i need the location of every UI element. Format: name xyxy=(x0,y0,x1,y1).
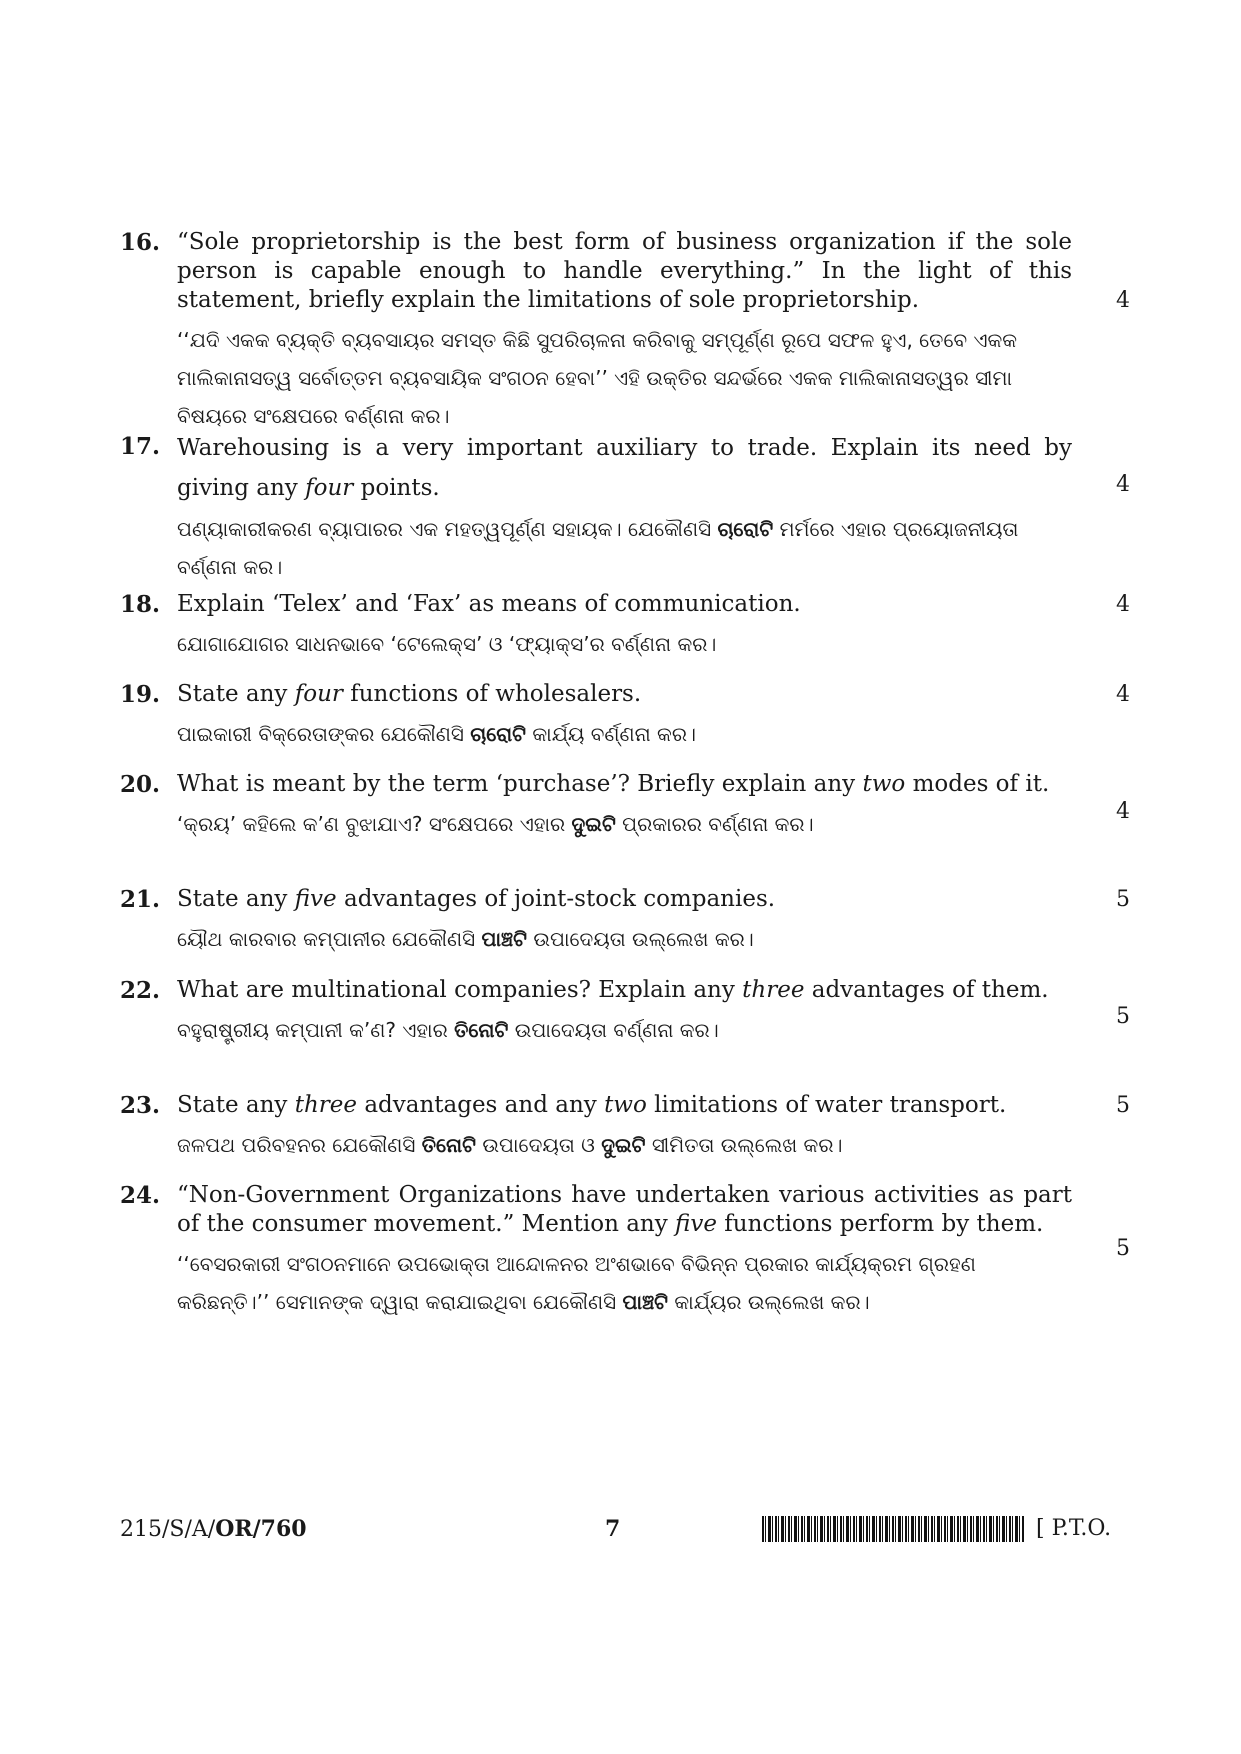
paper-code: 215/S/A/OR/760 xyxy=(120,1516,307,1542)
question-24 xyxy=(120,1181,1130,1321)
question-text-english: What is meant by the term ‘purchase’? Briefly explain any two modes of it. xyxy=(177,771,1050,797)
question-text-english: State any three advantages and any two limitations of water transport. xyxy=(177,1092,1007,1118)
question-text-odia: ‘‘ବେସରକାରୀ ସଂଗଠନମାନେ ଉପଭୋକ୍ତା ଆନ୍ଦୋଳନର ଅଂଶଭାବେ ବିଭିନ୍ନ ପ୍ରକାର କାର୍ଯ୍ୟକ୍ରମ ଗ୍ରହଣ କରିଛନ୍ତି।’’ ସେମାନଙ୍କ ଦ୍ୱାରା କରାଯାଇଥିବା ଯେକୌଣସି ପାଞ୍ଚଟି କାର୍ଯ୍ୟର ଉଲ୍ଲେଖ କର। xyxy=(177,1252,976,1314)
question-text-odia: ଯୋଗାଯୋଗର ସାଧନଭାବେ ‘ଟେଲେକ୍ସ’ ଓ ‘ଫ୍ୟାକ୍ସ’ର ବର୍ଣ୍ଣନା କର। xyxy=(177,632,717,656)
question-number: 18. xyxy=(120,591,161,618)
question-number: 24. xyxy=(120,1182,161,1209)
pto-label: [ P.T.O. xyxy=(1036,1516,1112,1541)
question-marks: 5 xyxy=(1116,887,1130,912)
question-text-english: Explain ‘Telex’ and ‘Fax’ as means of communication. xyxy=(177,591,801,617)
question-number: 16. xyxy=(120,229,161,256)
question-text-english: What are multinational companies? Explain any three advantages of them. xyxy=(177,977,1049,1003)
question-marks: 4 xyxy=(1116,682,1130,707)
page-footer xyxy=(0,1516,1241,1550)
question-number: 17. xyxy=(120,433,161,460)
question-text-english: Warehousing is a very important auxiliary to trade. Explain its need by giving any four points. xyxy=(177,435,1072,501)
question-text-odia: ଜଳପଥ ପରିବହନର ଯେକୌଣସି ତିନୋଟି ଉପାଦେୟତା ଓ ଦୁଇଟି ସୀମିତତା ଉଲ୍ଲେଖ କର। xyxy=(177,1133,843,1157)
question-23 xyxy=(120,1091,1130,1164)
question-text-english: “Non-Government Organizations have undertaken various activities as part of the consumer movement.” Mention any five functions perform by them. xyxy=(177,1182,1072,1237)
question-marks: 5 xyxy=(1116,1236,1130,1261)
question-text-english: State any five advantages of joint-stock companies. xyxy=(177,886,776,912)
question-text-odia: ୟୌଥ କାରବାର କମ୍ପାନୀର ଯେକୌଣସି ପାଞ୍ଚଟି ଉପାଦେୟତା ଉଲ୍ଲେଖ କର। xyxy=(177,927,754,951)
question-text-odia: ପଣ୍ୟାକାରୀକରଣ ବ୍ୟାପାରର ଏକ ମହତ୍ୱପୂର୍ଣ୍ଣ ସହାୟକ। ଯେକୌଣସି ଚାରୋଟି ମର୍ମରେ ଏହାର ପ୍ରୟୋଜନୀୟତା ବର୍ଣ୍ଣନା କର। xyxy=(177,517,1019,579)
question-21 xyxy=(120,885,1130,958)
question-marks: 5 xyxy=(1116,1004,1130,1029)
question-19 xyxy=(120,680,1130,753)
question-text-odia: ପାଇକାରୀ ବିକ୍ରେତାଙ୍କର ଯେକୌଣସି ଚାରୋଟି କାର୍ଯ୍ୟ ବର୍ଣ୍ଣନା କର। xyxy=(177,722,696,746)
question-number: 22. xyxy=(120,977,161,1004)
question-marks: 4 xyxy=(1116,592,1130,617)
question-marks: 4 xyxy=(1116,472,1130,497)
question-18 xyxy=(120,590,1130,663)
question-text-english: “Sole proprietorship is the best form of business organization if the sole person is capable enough to handle everything.” In the light of this statement, briefly explain the limitations of sole proprietorship. xyxy=(177,229,1072,313)
question-number: 20. xyxy=(120,771,161,798)
question-text-odia: ବହୁରାଷ୍ଟ୍ରୀୟ କମ୍ପାନୀ କ’ଣ? ଏହାର ତିନୋଟି ଉପାଦେୟତା ବର୍ଣ୍ଣନା କର। xyxy=(177,1018,719,1042)
question-number: 23. xyxy=(120,1092,161,1119)
question-22 xyxy=(120,976,1130,1049)
question-marks: 4 xyxy=(1116,288,1130,313)
question-marks: 5 xyxy=(1116,1093,1130,1118)
question-20 xyxy=(120,770,1130,843)
question-text-odia: ‘କ୍ରୟ’ କହିଲେ କ’ଣ ବୁଝାଯାଏ? ସଂକ୍ଷେପରେ ଏହାର ଦୁଇଟି ପ୍ରକାରର ବର୍ଣ୍ଣନା କର। xyxy=(177,812,814,836)
question-text-english: State any four functions of wholesalers. xyxy=(177,681,642,707)
question-number: 19. xyxy=(120,681,161,708)
question-17 xyxy=(120,428,1130,586)
page-number: 7 xyxy=(605,1516,621,1542)
question-number: 21. xyxy=(120,886,161,913)
question-16 xyxy=(120,228,1130,435)
question-marks: 4 xyxy=(1116,799,1130,824)
barcode xyxy=(762,1516,1025,1542)
question-text-odia: ‘‘ଯଦି ଏକକ ବ୍ୟକ୍ତି ବ୍ୟବସାୟର ସମସ୍ତ କିଛି ସୁପରିଚାଳନା କରିବାକୁ ସମ୍ପୂର୍ଣ୍ଣ ରୂପେ ସଫଳ ହୁଏ, ତେବେ ଏକକ ମାଲିକାନାସତ୍ୱ ସର୍ବୋତ୍ତମ ବ୍ୟବସାୟିକ ସଂଗଠନ ହେବା’’ ଏହି ଉକ୍ତିର ସନ୍ଦର୍ଭରେ ଏକକ ମାଲିକାନାସତ୍ୱର ସୀମା ବିଷୟରେ ସଂକ୍ଷେପରେ ବର୍ଣ୍ଣନା କର। xyxy=(177,328,1018,428)
